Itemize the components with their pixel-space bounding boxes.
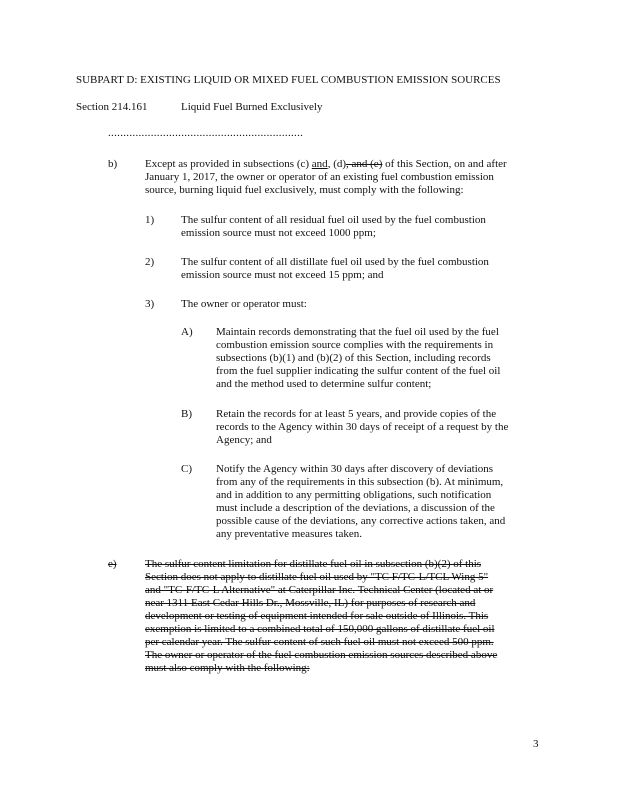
sub-c-line-5: possible cause of the deviations, any corrective actions taken, and xyxy=(216,515,506,527)
sub-a-line-4: from the fuel supplier indicating the sulfur content of the fuel oil xyxy=(216,365,501,377)
sub-a-line-3: subsections (b)(1) and (b)(2) of this Section, including records xyxy=(216,352,491,364)
sub-c-line-4: must include a description of the deviations, a discussion of the xyxy=(216,502,495,514)
item-1-label: 1) xyxy=(145,214,155,226)
sub-c-line-6: any preventative measures taken. xyxy=(216,528,362,540)
sub-c-line-1: Notify the Agency within 30 days after discovery of deviations xyxy=(216,463,494,475)
subsection-e-line-5: development or testing of equipment intended for sale outside of Illinois. This xyxy=(145,610,489,622)
ellipsis: ................................................................ xyxy=(108,127,304,139)
section-title: Liquid Fuel Burned Exclusively xyxy=(181,101,323,113)
item-3-label: 3) xyxy=(145,298,155,310)
item-3-line-1: The owner or operator must: xyxy=(181,298,307,310)
subsection-b-line-3: source, burning liquid fuel exclusively, must comply with the following: xyxy=(145,184,464,196)
subsection-b-label: b) xyxy=(108,158,118,170)
sub-a-line-5: and the method used to determine sulfur content; xyxy=(216,378,432,390)
subsection-b-line-2: January 1, 2017, the owner or operator of an existing fuel combustion emission xyxy=(145,171,494,183)
sub-b-label: B) xyxy=(181,408,192,420)
subsection-e-line-9: must also comply with the following: xyxy=(145,662,310,674)
sub-a-label: A) xyxy=(181,326,193,338)
sub-c-line-2: from any of the requirements in this subsection (b). At minimum, xyxy=(216,476,504,488)
sub-a-line-1: Maintain records demonstrating that the fuel oil used by the fuel xyxy=(216,326,499,338)
subsection-e-label: e) xyxy=(108,558,117,570)
subsection-e-line-4: near 1311 East Cedar Hills Dr., Mossville, IL) for purposes of research and xyxy=(145,597,476,609)
b-line1-part-c: of this Section, on and after xyxy=(382,158,507,170)
subsection-e-line-7: per calendar year. The sulfur content of such fuel oil must not exceed 500 ppm. xyxy=(145,636,494,648)
sub-b-line-3: Agency; and xyxy=(216,434,272,446)
b-line1-struck-text: , and (e) xyxy=(346,158,383,170)
b-line1-part-a: Except as provided in subsections (c) xyxy=(145,158,312,170)
b-line1-inserted-and: and xyxy=(311,158,328,170)
item-2-line-2: emission source must not exceed 15 ppm; and xyxy=(181,269,384,281)
sub-b-line-2: records to the Agency within 30 days of receipt of a request by the xyxy=(216,421,509,433)
subsection-e-line-8: The owner or operator of the fuel combustion emission sources described above xyxy=(145,649,498,661)
subpart-title: SUBPART D: EXISTING LIQUID OR MIXED FUEL COMBUSTION EMISSION SOURCES xyxy=(76,74,501,86)
subsection-e-line-2: Section does not apply to distillate fuel oil used by "TC F/TC-L/TCL Wing 5" xyxy=(145,571,489,583)
subsection-e-line-6: exemption is limited to a combined total of 150,000 gallons of distillate fuel oil xyxy=(145,623,495,635)
sub-a-line-2: combustion emission source complies with the requirements in xyxy=(216,339,494,351)
item-1-line-1: The sulfur content of all residual fuel oil used by the fuel combustion xyxy=(181,214,486,226)
subsection-b-line-1 xyxy=(145,158,507,171)
b-line1-part-b: , (d) xyxy=(327,158,347,170)
sub-b-line-1: Retain the records for at least 5 years, and provide copies of the xyxy=(216,408,497,420)
section-number: Section 214.161 xyxy=(76,101,148,113)
page-number: 3 xyxy=(533,738,539,750)
item-1-line-2: emission source must not exceed 1000 ppm; xyxy=(181,227,376,239)
subsection-e-line-3: and "TC-F/TC-L Alternative" at Caterpillar Inc. Technical Center (located at or xyxy=(145,584,494,596)
item-2-label: 2) xyxy=(145,256,155,268)
sub-c-label: C) xyxy=(181,463,192,475)
item-2-line-1: The sulfur content of all distillate fuel oil used by the fuel combustion xyxy=(181,256,489,268)
sub-c-line-3: and in addition to any permitting obligations, such notification xyxy=(216,489,492,501)
subsection-e-line-1: The sulfur content limitation for distillate fuel oil in subsection (b)(2) of this xyxy=(145,558,482,570)
